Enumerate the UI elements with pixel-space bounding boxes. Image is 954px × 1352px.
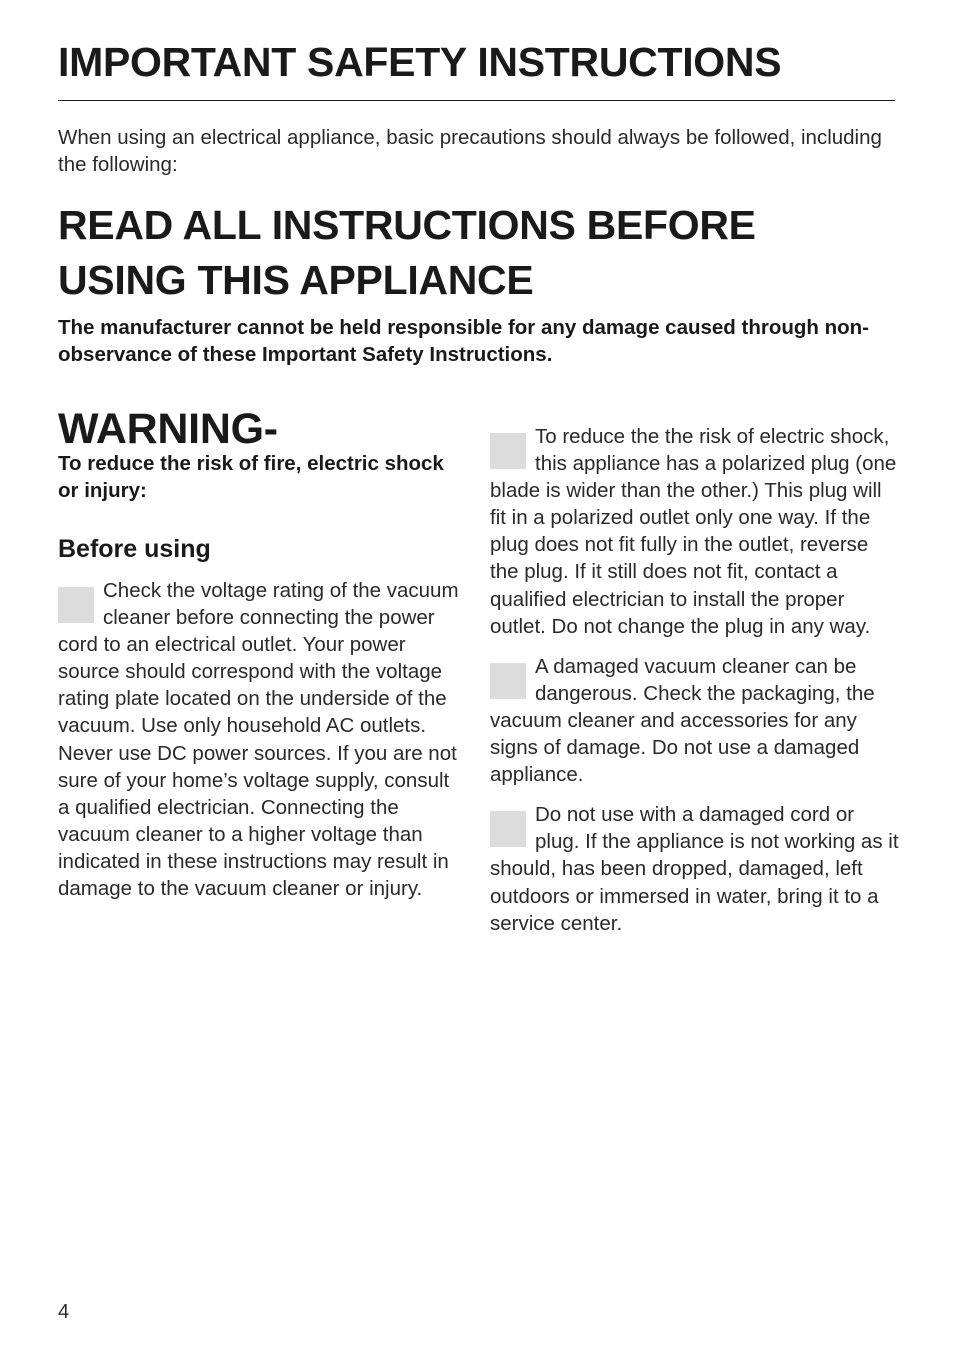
read-all-heading-line-1: READ ALL INSTRUCTIONS BEFORE <box>58 202 756 248</box>
bullet-square-icon <box>490 811 526 847</box>
right-column <box>490 423 900 950</box>
read-all-heading <box>58 198 918 308</box>
page-number: 4 <box>58 1301 70 1323</box>
safety-item-text: A damaged vacuum cleaner can be dangerous. Check the packaging, the vacuum cleaner and accessories for any signs of damage. Do not use a damaged appliance. <box>490 654 875 787</box>
warning-subheading: To reduce the risk of fire, electric shock or injury: <box>58 452 444 502</box>
left-column <box>58 577 466 915</box>
page-title: IMPORTANT SAFETY INSTRUCTIONS <box>58 39 782 85</box>
safety-item-voltage <box>58 577 466 902</box>
before-using-heading: Before using <box>58 535 211 563</box>
safety-item-damaged-cleaner <box>490 653 900 788</box>
bullet-square-icon <box>490 663 526 699</box>
safety-item-text: To reduce the the risk of electric shock, this appliance has a polarized plug (one blade is wider than the other.) This plug will fit in a polarized outlet only one way. If the plug does not fit fully in the outlet, reverse the plug. If it still does not fit, contact a qualified electrician to install the proper outlet. Do not change the plug in any way. <box>490 425 897 638</box>
safety-item-damaged-cord <box>490 801 900 936</box>
bullet-square-icon <box>58 587 94 623</box>
warning-heading: WARNING- <box>58 405 278 453</box>
safety-item-polarized-plug <box>490 423 900 640</box>
safety-item-text: Do not use with a damaged cord or plug. If the appliance is not working as it should, has been dropped, damaged, left outdoors or immersed in water, bring it to a service center. <box>490 803 899 935</box>
read-all-heading-line-2: USING THIS APPLIANCE <box>58 257 534 303</box>
title-divider <box>58 100 895 101</box>
bullet-square-icon <box>490 433 526 469</box>
safety-item-text: Check the voltage rating of the vacuum cleaner before connecting the power cord to an electrical outlet. Your power source should correspond with the voltage rating plate located on the underside of the vacuum. Use only household AC outlets. Never use DC power sources. If you are not sure of your home’s voltage supply, consult a qualified electrician. Connecting the vacuum cleaner to a higher voltage than indicated in these instructions may result in damage to the vacuum cleaner or injury. <box>58 579 459 901</box>
manufacturer-disclaimer: The manufacturer cannot be held responsible for any damage caused through non-observance of these Important Safety Instructions. <box>58 316 870 366</box>
intro-paragraph: When using an electrical appliance, basic precautions should always be followed, including the following: <box>58 126 882 176</box>
